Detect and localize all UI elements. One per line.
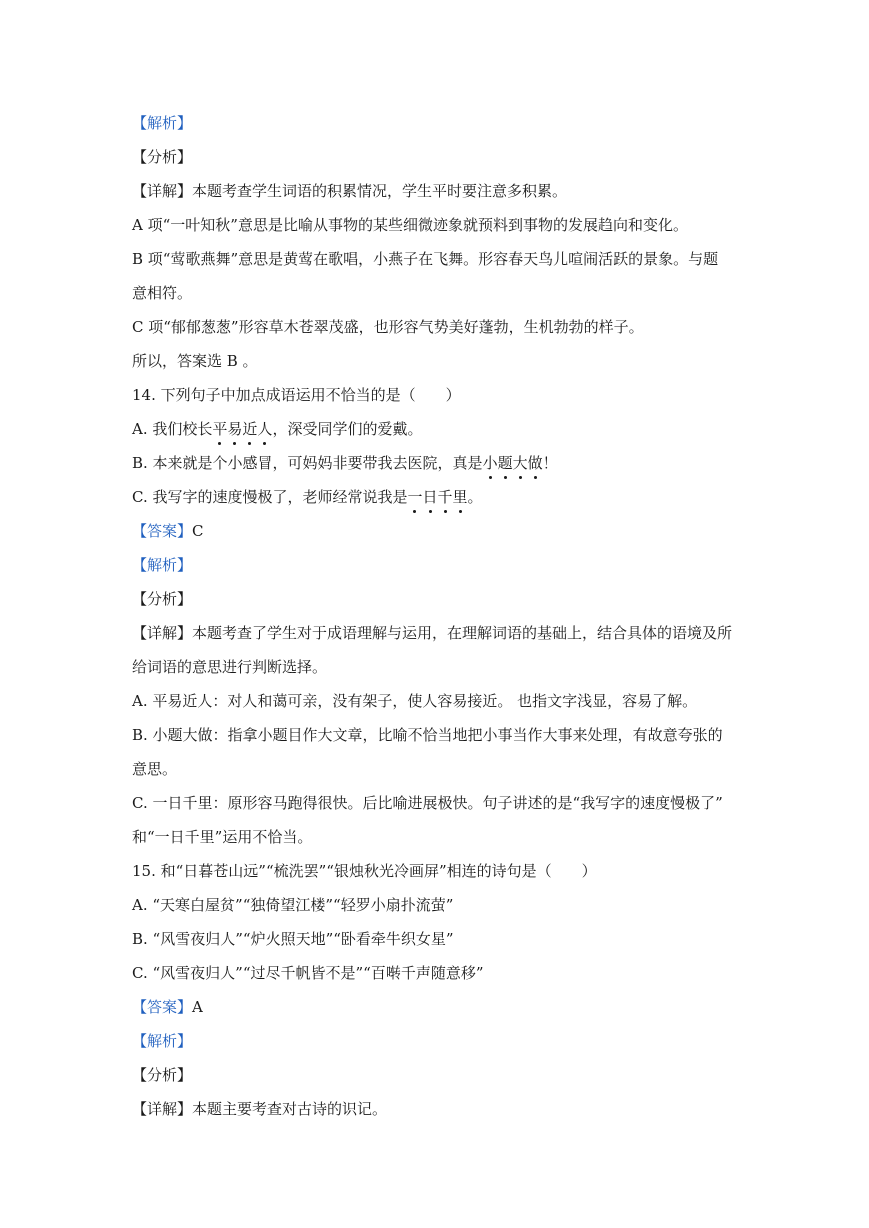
dotted-char: 小 [482,454,498,472]
dotted-char: 大 [512,454,528,472]
detail-tag: 【详解】 [132,182,193,200]
dotted-char: 千 [437,488,453,506]
question-14-stem: 14. 下列句子中加点成语运用不恰当的是（ ） [132,386,461,404]
detail-paragraph-line1 [132,623,742,643]
question-15-option-b: B. “风雪夜归人”“炉火照天地”“卧看牵牛织女星” [132,930,454,948]
dotted-char: 平 [212,420,228,438]
explanation-b-line2: 意相符。 [132,284,193,302]
question-14-option-a [132,419,742,439]
explanation-c: C 项“郁郁葱葱”形容草木苍翠茂盛，也形容气势美好蓬勃，生机勃勃的样子。 [132,318,644,336]
dotted-char: 题 [497,454,513,472]
option-a-prefix: A. 我们校长 [132,420,213,438]
detail-paragraph [132,181,742,201]
dotted-char: 日 [422,488,438,506]
answer-value: A [192,998,203,1016]
explanation-c-line2: 和“一日千里”运用不恰当。 [132,828,313,846]
question-14-answer [132,521,742,541]
dotted-char: 近 [242,420,258,438]
question-15-answer [132,997,742,1017]
dotted-char: 人 [257,420,273,438]
detail-text: 本题主要考查对古诗的识记。 [192,1100,388,1118]
detail-text: 本题考查了学生对于成语理解与运用，在理解词语的基础上，结合具体的语境及所 [192,624,733,642]
explanation-b-line2: 意思。 [132,760,178,778]
answer-tag: 【答案】 [132,998,193,1016]
dotted-char: 里 [452,488,468,506]
explanation-b-line1: B. 小题大做：指拿小题目作大文章，比喻不恰当地把小事当作大事来处理，有故意夸张的 [132,726,723,744]
option-b-prefix: B. 本来就是个小感冒，可妈妈非要带我去医院，真是 [132,454,483,472]
analysis-subheading: 【分析】 [132,590,193,608]
option-b-suffix: ！ [542,454,558,472]
question-15-option-c: C. “风雪夜归人”“过尽千帆皆不是”“百啭千声随意移” [132,964,484,982]
question-15-option-a: A. “天寒白屋贫”“独倚望江楼”“轻罗小扇扑流萤” [132,896,454,914]
explanation-b-line1: B 项“莺歌燕舞”意思是黄莺在歌唱，小燕子在飞舞。形容春天鸟儿喧闹活跃的景象。与题 [132,250,719,268]
detail-paragraph-line2: 给词语的意思进行判断选择。 [132,658,328,676]
analysis-subheading: 【分析】 [132,1066,193,1084]
detail-paragraph [132,1099,742,1119]
explanation-a: A. 平易近人：对人和蔼可亲，没有架子，使人容易接近。 也指文字浅显，容易了解。 [132,692,698,710]
detail-tag: 【详解】 [132,1100,193,1118]
answer-tag: 【答案】 [132,522,193,540]
question-15-stem: 15. 和“日暮苍山远”“梳洗罢”“银烛秋光冷画屏”相连的诗句是（ ） [132,862,597,880]
dotted-char: 做 [527,454,543,472]
option-a-suffix: ，深受同学们的爱戴。 [272,420,423,438]
question-14-option-c [132,487,742,507]
explanation-a: A 项“一叶知秋”意思是比喻从事物的某些细微迹象就预料到事物的发展趋向和变化。 [132,216,688,234]
question-14-option-b [132,453,742,473]
answer-value: C [192,522,204,540]
conclusion: 所以，答案选 B 。 [132,352,258,370]
explanation-c-line1: C. 一日千里：原形容马跑得很快。后比喻进展极快。句子讲述的是“我写字的速度慢极了” [132,794,723,812]
detail-text: 本题考查学生词语的积累情况，学生平时要注意多积累。 [192,182,568,200]
dotted-char: 易 [227,420,243,438]
analysis-heading: 【解析】 [132,114,193,132]
dotted-char: 一 [407,488,423,506]
analysis-heading: 【解析】 [132,556,193,574]
detail-tag: 【详解】 [132,624,193,642]
analysis-subheading: 【分析】 [132,148,193,166]
option-c-prefix: C. 我写字的速度慢极了，老师经常说我是 [132,488,408,506]
option-c-suffix: 。 [467,488,483,506]
analysis-heading: 【解析】 [132,1032,193,1050]
